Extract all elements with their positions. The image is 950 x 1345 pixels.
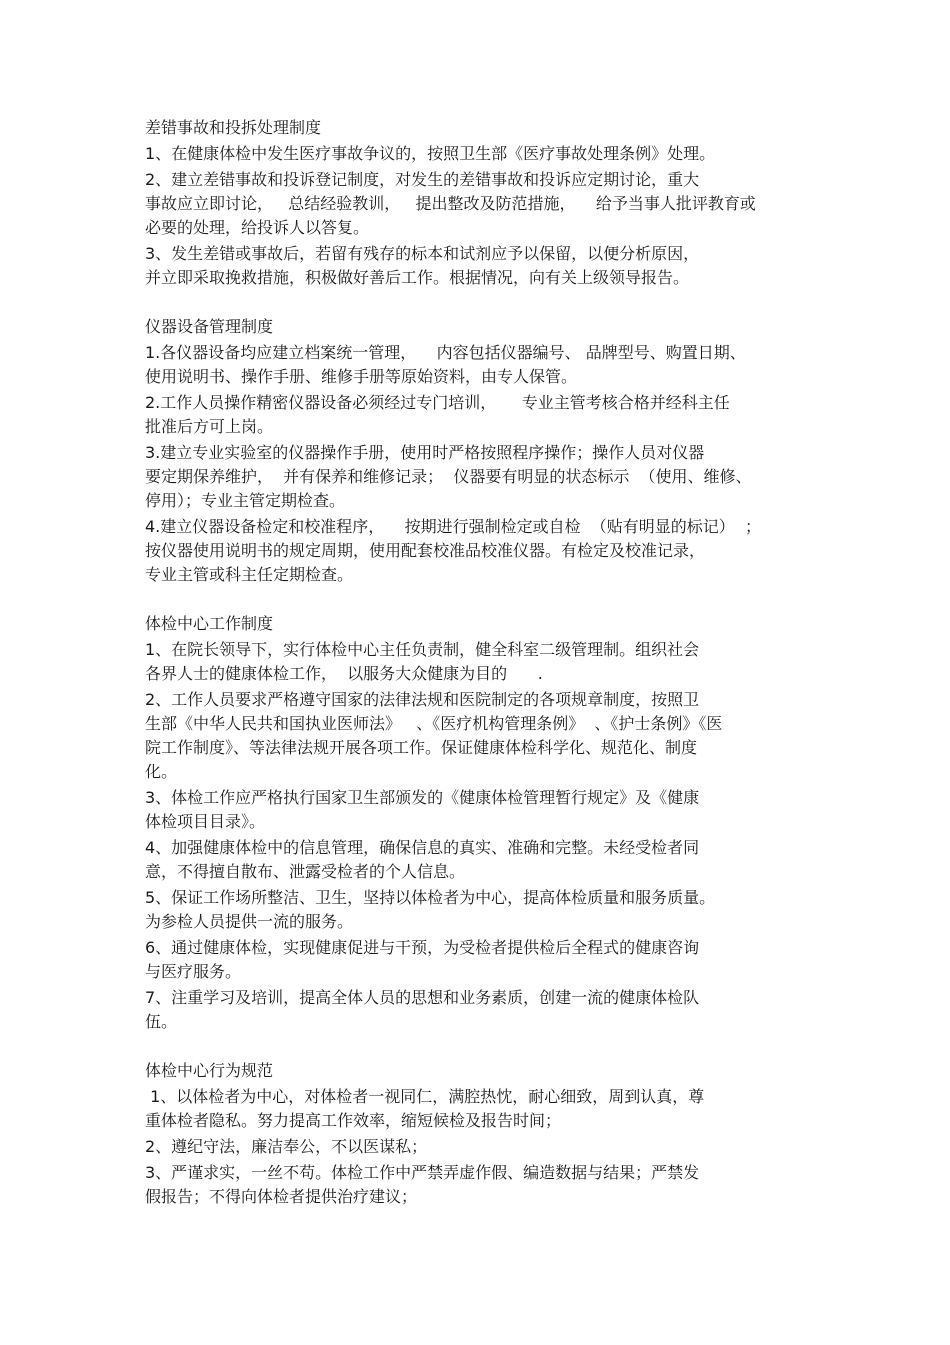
- text-line: 2.工作人员操作精密仪器设备必须经过专门培训， 专业主管考核合格并经科主任: [145, 393, 730, 412]
- text-line: 2、遵纪守法，廉洁奉公，不以医谋私；: [145, 1137, 428, 1156]
- text-line: 院工作制度》、等法律法规开展各项工作。保证健康体检科学化、规范化、制度: [145, 738, 698, 757]
- text-line: 假报告；不得向体检者提供治疗建议；: [145, 1187, 418, 1206]
- paragraph: [145, 515, 825, 587]
- text-line: 4、加强健康体检中的信息管理，确保信息的真实、准确和完整。未经受检者同: [145, 838, 700, 857]
- text-line: 要定期保养维护， 并有保养和维修记录； 仪器要有明显的状态标示 （使用、维修、: [145, 467, 752, 486]
- text-line: 意，不得擅自散布、泄露受检者的个人信息。: [145, 862, 466, 881]
- paragraph: [145, 1161, 825, 1209]
- section: [145, 116, 825, 290]
- text-line: 4.建立仪器设备检定和校准程序， 按期进行强制检定或自检 （贴有明显的标记） ；: [145, 517, 761, 536]
- text-line: 2、工作人员要求严格遵守国家的法律法规和医院制定的各项规章制度，按照卫: [145, 690, 700, 709]
- paragraph: [145, 168, 825, 240]
- text-line: 6、通过健康体检，实现健康促进与干预，为受检者提供检后全程式的健康咨询: [145, 938, 700, 957]
- text-line: 伍。: [145, 1012, 178, 1031]
- paragraph: [145, 391, 825, 439]
- section-title: 体检中心工作制度: [145, 614, 274, 633]
- text-line: 化。: [145, 762, 178, 781]
- paragraph: [145, 786, 825, 834]
- section: [145, 1059, 825, 1209]
- text-line: 1.各仪器设备均应建立档案统一管理， 内容包括仪器编号、 品牌型号、购置日期、: [145, 343, 746, 362]
- section: [145, 315, 825, 587]
- text-line: 与医疗服务。: [145, 962, 242, 981]
- text-line: 3、体检工作应严格执行国家卫生部颁发的《健康体检管理暂行规定》及《健康: [145, 788, 700, 807]
- text-line: 3、发生差错或事故后，若留有残存的标本和试剂应予以保留，以便分析原因，: [145, 244, 700, 263]
- section-title: 差错事故和投拆处理制度: [145, 118, 322, 137]
- text-line: 停用）；专业主管定期检查。: [145, 491, 346, 510]
- paragraph: [145, 688, 825, 784]
- text-line: 5、保证工作场所整洁、卫生，坚持以体检者为中心，提高体检质量和服务质量。: [145, 888, 716, 907]
- document-body: [145, 116, 825, 1234]
- text-line: 重体检者隐私。努力提高工作效率，缩短候检及报告时间；: [145, 1111, 562, 1130]
- text-line: 专业主管或科主任定期检查。: [145, 565, 354, 584]
- section: [145, 612, 825, 1034]
- text-line: 为参检人员提供一流的服务。: [145, 912, 354, 931]
- paragraph: [145, 886, 825, 934]
- paragraph: [145, 1085, 825, 1133]
- text-line: 按仪器使用说明书的规定周期，使用配套校准品校准仪器。有检定及校准记录，: [145, 541, 706, 560]
- text-line: 7、注重学习及培训，提高全体人员的思想和业务素质，创建一流的健康体检队: [145, 988, 700, 1007]
- text-line: 1、在院长领导下，实行体检中心主任负责制，健全科室二级管理制。组织社会: [145, 640, 700, 659]
- section-title: 体检中心行为规范: [145, 1061, 274, 1080]
- paragraph: [145, 242, 825, 290]
- text-line: 3、严谨求实，一丝不苟。体检工作中严禁弄虚作假、编造数据与结果；严禁发: [145, 1163, 700, 1182]
- text-line: 2、建立差错事故和投诉登记制度，对发生的差错事故和投诉应定期讨论，重大: [145, 170, 700, 189]
- paragraph: [145, 441, 825, 513]
- text-line: 3.建立专业实验室的仪器操作手册，使用时严格按照程序操作；操作人员对仪器: [145, 443, 705, 462]
- text-line: 并立即采取挽救措施，积极做好善后工作。根据情况，向有关上级领导报告。: [145, 268, 690, 287]
- text-line: 1、以体检者为中心，对体检者一视同仁，满腔热忱，耐心细致，周到认真，尊: [145, 1087, 705, 1106]
- text-line: 生部《中华人民共和国执业医师法》 、《医疗机构管理条例》 、《护士条例》《医: [145, 714, 723, 733]
- text-line: 使用说明书、操作手册、维修手册等原始资料，由专人保管。: [145, 367, 578, 386]
- paragraph: [145, 986, 825, 1034]
- paragraph: [145, 638, 825, 686]
- text-line: 批准后方可上岗。: [145, 417, 274, 436]
- text-line: 事故应立即讨论， 总结经验教训， 提出整改及防范措施， 给予当事人批评教育或: [145, 194, 756, 213]
- paragraph: [145, 142, 825, 166]
- paragraph: [145, 1135, 825, 1159]
- paragraph: [145, 341, 825, 389]
- text-line: 体检项目目录》。: [145, 812, 266, 831]
- paragraph: [145, 836, 825, 884]
- text-line: 各界人士的健康体检工作， 以服务大众健康为目的 .: [145, 664, 543, 683]
- paragraph: [145, 936, 825, 984]
- section-title: 仪器设备管理制度: [145, 317, 274, 336]
- text-line: 必要的处理，给投诉人以答复。: [145, 218, 370, 237]
- text-line: 1、在健康体检中发生医疗事故争议的，按照卫生部《医疗事故处理条例》处理。: [145, 144, 716, 163]
